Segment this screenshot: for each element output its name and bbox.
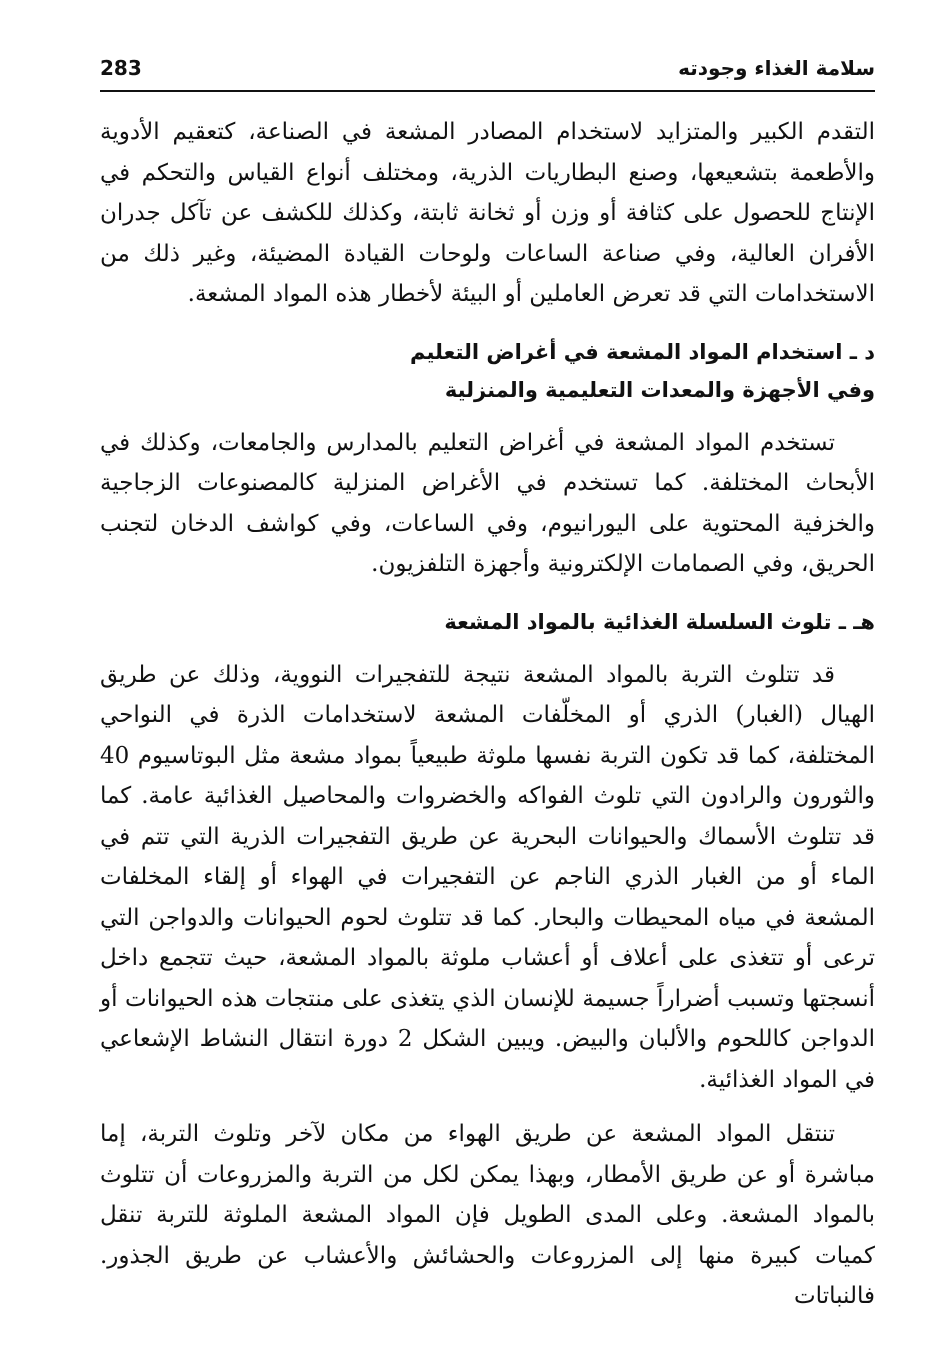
paragraph-transfer: تنتقل المواد المشعة عن طريق الهواء من مكان لآخر وتلوث التربة، إما مباشرة أو عن طريق الأمطار، وبهذا يمكن لكل من التربة والمزروعات أن تتلوث بالمواد المشعة. وعلى المدى الطويل فإن المواد المشعة الملوثة للتربة تنقل كميات كبيرة منها إلى المزروعات والحشائش والأعشاب عن طريق الجذور. فالنباتات xyxy=(100,1121,875,1309)
page-body xyxy=(100,112,875,1317)
page-header xyxy=(100,52,875,88)
section-heading-h: هـ ـ تلوث السلسلة الغذائية بالمواد المشعة xyxy=(444,609,875,634)
section-heading-d-line1: د ـ استخدام المواد المشعة في أغراض التعليم xyxy=(409,339,875,364)
paragraph-food-chain: قد تتلوث التربة بالمواد المشعة نتيجة للتفجيرات النووية، وذلك عن طريق الهيال (الغبار) الذري أو المخلّفات المشعة لاستخدامات الذرة في النواحي المختلفة، كما قد تكون التربة نفسها ملوثة طبيعياً بمواد مشعة مثل البوتاسيوم 40 والثورون والرادون التي تلوث الفواكه والخضروات والمحاصيل الغذائية عامة. كما قد تتلوث الأسماك والحيوانات البحرية عن طريق التفجيرات الذرية التي تتم في الماء أو من الغبار الذري الناجم عن التفجيرات في الهواء أو إلقاء المخلفات المشعة في مياه المحيطات والبحار. كما قد تتلوث لحوم الحيوانات والدواجن التي ترعى أو تتغذى على أعلاف أو أعشاب ملوثة بالمواد المشعة، حيث تتجمع داخل أنسجتها وتسبب أضراراً جسيمة للإنسان الذي يتغذى على منتجات هذه الحيوانات أو الدواجن كاللحوم والألبان والبيض. ويبين الشكل 2 دورة انتقال النشاط الإشعاعي في المواد الغذائية. xyxy=(100,661,875,1093)
paragraph-education-uses: تستخدم المواد المشعة في أغراض التعليم بالمدارس والجامعات، وكذلك في الأبحاث المختلفة. كما تستخدم في الأغراض المنزلية كالمصنوعات الزجاجية والخزفية المحتوية على اليورانيوم، وفي الساعات، وفي كواشف الدخان لتجنب الحريق، وفي الصمامات الإلكترونية وأجهزة التلفزيون. xyxy=(100,429,875,577)
running-title: سلامة الغذاء وجودته xyxy=(678,56,875,80)
paragraph-industry-uses: التقدم الكبير والمتزايد لاستخدام المصادر المشعة في الصناعة، كتعقيم الأدوية والأطعمة بتشعيعها، وصنع البطاريات الذرية، ومختلف أنواع القياس والتحكم في الإنتاج للحصول على كثافة أو وزن أو ثخانة ثابتة، وكذلك للكشف عن تآكل جدران الأفران العالية، وفي صناعة الساعات ولوحات القيادة المضيئة، وغير ذلك من الاستخدامات التي قد تعرض العاملين أو البيئة لأخطار هذه المواد المشعة. xyxy=(100,119,875,307)
page-number: 283 xyxy=(100,56,142,80)
header-divider xyxy=(100,90,875,92)
section-heading-d-line2: وفي الأجهزة والمعدات التعليمية والمنزلية xyxy=(444,377,875,402)
